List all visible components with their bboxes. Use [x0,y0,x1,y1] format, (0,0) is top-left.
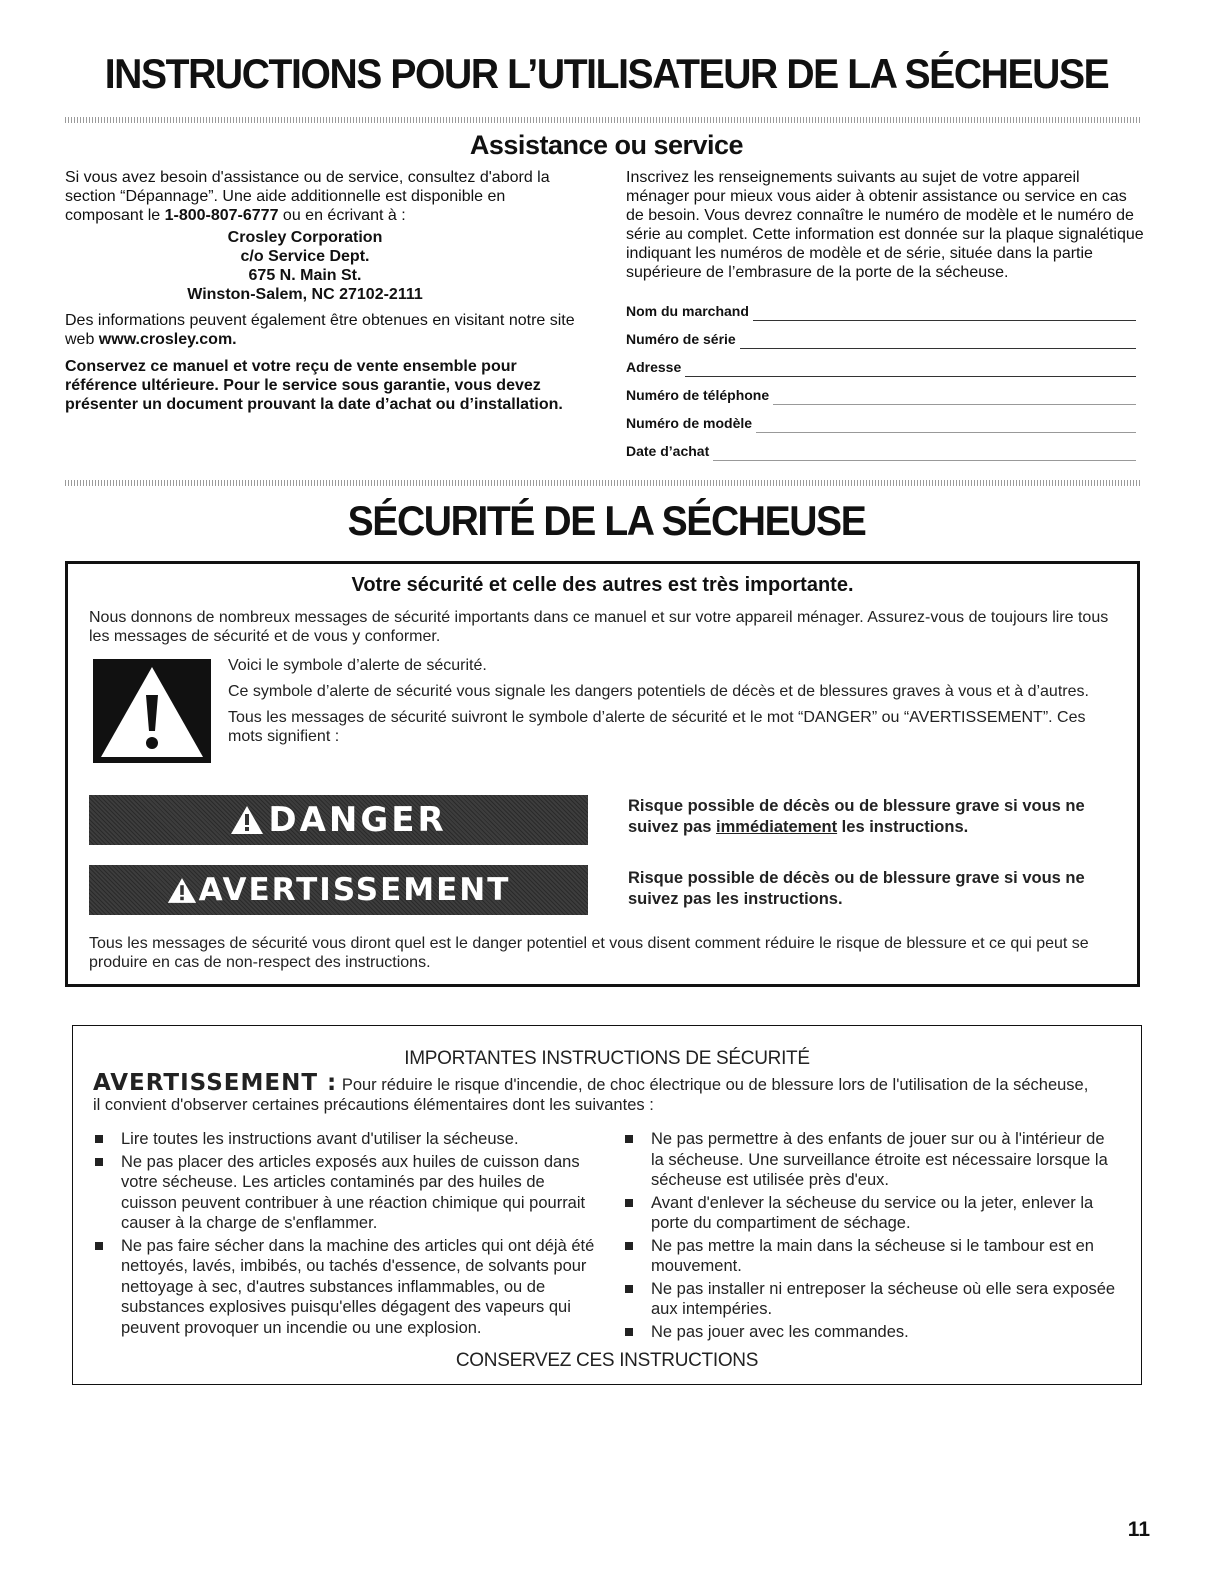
warning-word: AVERTISSEMENT : [93,1070,338,1096]
list-item: Ne pas mettre la main dans la sécheuse si le tambour est en mouvement. [621,1236,1121,1277]
securite-title: SÉCURITÉ DE LA SÉCHEUSE [347,497,866,544]
list-item: Lire toutes les instructions avant d'utiliser la sécheuse. [91,1129,601,1150]
website-paragraph: Des informations peuvent également être obtenues en visitant notre site web www.crosley.com. [65,312,575,348]
middle-divider [65,480,1142,486]
danger-description: Risque possible de décès ou de blessure grave si vous ne suivez pas immédiatement les instructions. [628,797,1085,836]
list-item: Ne pas permettre à des enfants de jouer sur ou à l'intérieur de la sécheuse. Une surveillance étroite est nécessaire lorsque la sécheuse est utilisée près d'eux. [621,1129,1121,1191]
page-title: INSTRUCTIONS POUR L’UTILISATEUR DE LA SÉCHEUSE [104,50,1109,97]
mailing-address: Crosley Corporation c/o Service Dept. 675 N. Main St. Winston-Salem, NC 27102-2111 [187,229,423,303]
page-number: 11 [1127,1518,1150,1541]
field-dealer-name[interactable]: Nom du marchand [626,303,1136,321]
warning-alert-icon [167,877,197,904]
safety-intro: Nous donnons de nombreux messages de sécurité importants dans ce manuel et sur votre appareil ménager. Assurez-vous de toujours lire tous les messages de sécurité et de vous y conformer. [89,609,1109,645]
list-item: Ne pas placer des articles exposés aux huiles de cuisson dans votre sécheuse. Les articles contaminés par des huiles de cuisson peuvent contribuer à une réaction chimique qui pourrait causer à la charge de s'enflammer. [91,1152,601,1234]
website-link[interactable]: www.crosley.com. [98,331,237,348]
phone-number[interactable]: 1-800-807-6777 [164,207,279,224]
important-warning: AVERTISSEMENT : Pour réduire le risque d'incendie, de choc électrique ou de blessure lors de l'utilisation de la sécheuse, il convient d'observer certaines précautions élémentaires dont les suivantes : [93,1070,1089,1114]
important-list-right [621,1129,1121,1344]
list-item: Ne pas installer ni entreposer la sécheuse où elle sera exposée aux intempéries. [621,1279,1121,1320]
field-address[interactable]: Adresse [626,359,1136,377]
important-footer: CONSERVEZ CES INSTRUCTIONS [455,1350,759,1371]
field-serial-number[interactable]: Numéro de série [626,331,1136,349]
assistance-intro: Si vous avez besoin d'assistance ou de service, consultez d'abord la section “Dépannage”. Une aide additionnelle est disponible en composant le 1-800-807-6777 ou en écrivant à : [65,169,550,224]
list-item: Avant d'enlever la sécheuse du service ou la jeter, enlever la porte du compartiment de séchage. [621,1193,1121,1234]
danger-banner: DANGER [89,795,588,845]
field-model-number[interactable]: Numéro de modèle [626,415,1136,433]
important-instructions-box [72,1025,1142,1385]
important-title: IMPORTANTES INSTRUCTIONS DE SÉCURITÉ [404,1048,810,1069]
alert-symbol-text: Voici le symbole d’alerte de sécurité. Ce symbole d’alerte de sécurité vous signale les dangers potentiels de décès et de blessures graves à vous et à d’autres. Tous les messages de sécurité suivront le symbole d’alerte de sécurité et le mot “DANGER” ou “AVERTISSEMENT”. Ces mots signifient : [228,657,1089,745]
record-form [626,303,1136,461]
safety-heading: Votre sécurité et celle des autres est très importante. [351,574,854,596]
list-item: Ne pas jouer avec les commandes. [621,1322,1121,1343]
safety-alert-symbol [93,659,211,763]
field-purchase-date[interactable]: Date d’achat [626,443,1136,461]
safety-footer: Tous les messages de sécurité vous diront quel est le danger potentiel et vous disent comment réduire le risque de blessure et ce qui peut se produire en cas de non-respect des instructions. [89,935,1089,971]
warning-description: Risque possible de décès ou de blessure grave si vous ne suivez pas les instructions. [628,869,1085,908]
list-item: Ne pas faire sécher dans la machine des articles qui ont déjà été nettoyés, lavés, imbibés, ou tachés d'essence, de solvants pour nettoyage à sec, d'autres substances inflammables, ou de substances explosives puisqu'elles dégagent des vapeurs qui peuvent provoquer un incendie ou une explosion. [91,1236,601,1339]
keep-manual-note: Conservez ce manuel et votre reçu de vente ensemble pour référence ultérieure. Pour le service sous garantie, vous devez présenter un document prouvant la date d’achat ou d’installation. [65,358,563,413]
safety-box [65,561,1140,987]
danger-alert-icon [230,805,264,835]
assistance-left-column [65,168,585,414]
warning-banner: AVERTISSEMENT [89,865,588,915]
top-divider [65,117,1142,123]
record-info-paragraph: Inscrivez les renseignements suivants au sujet de votre appareil ménager pour mieux vous aider à obtenir assistance ou service en cas de besoin. Vous devrez connaître le numéro de modèle et le numéro de série au complet. Cette information est donnée sur la plaque signalétique indiquant les numéros de modèle et de série, située dans la partie supérieure de l’embrasure de la porte de la sécheuse. [626,169,1144,281]
warning-triangle-icon [93,659,211,763]
assistance-right-column [626,168,1146,471]
field-phone-number[interactable]: Numéro de téléphone [626,387,1136,405]
important-list-left [91,1129,601,1340]
assistance-title: Assistance ou service [469,130,744,160]
